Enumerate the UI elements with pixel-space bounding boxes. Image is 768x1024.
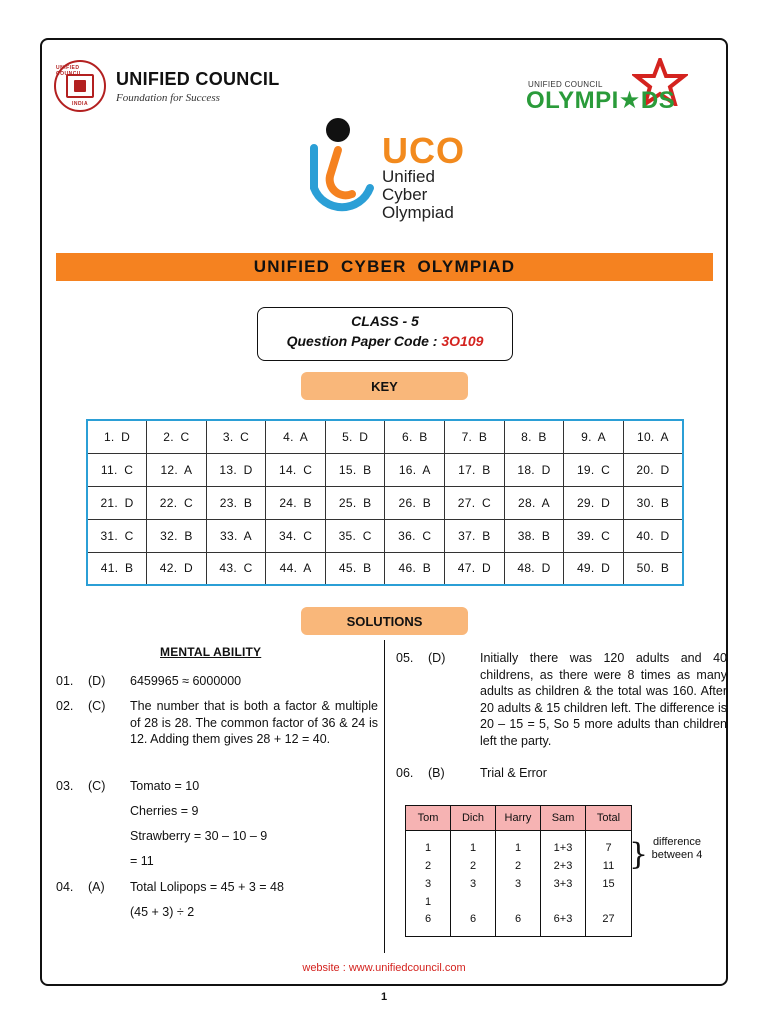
page-number: 1 — [380, 991, 388, 1003]
trial-cell: 3 — [406, 875, 451, 893]
website-link[interactable]: website : www.unifiedcouncil.com — [302, 962, 466, 974]
trial-cell: 1 — [496, 831, 541, 857]
trial-table — [405, 805, 632, 937]
key-cell: 50. B — [623, 552, 683, 585]
key-row — [87, 552, 683, 585]
trial-cell: 6 — [451, 911, 496, 937]
key-cell: 47. D — [445, 552, 505, 585]
trial-cell: 6+3 — [541, 911, 586, 937]
section-heading: MENTAL ABILITY — [160, 645, 262, 659]
trial-cell: 6 — [496, 911, 541, 937]
key-cell: 11. C — [87, 453, 147, 486]
trial-row — [406, 875, 632, 893]
trial-cell: 1 — [406, 893, 451, 911]
key-cell: 23. B — [206, 486, 266, 519]
paper-code-line — [258, 333, 512, 349]
key-cell: 38. B — [504, 519, 564, 552]
key-cell: 15. B — [325, 453, 385, 486]
uco-logo — [300, 116, 480, 236]
council-tagline: Foundation for Success — [116, 91, 220, 104]
olympiads-logo — [524, 58, 712, 114]
key-cell: 20. D — [623, 453, 683, 486]
key-cell: 39. C — [564, 519, 624, 552]
key-cell: 30. B — [623, 486, 683, 519]
trial-cell: 2 — [406, 857, 451, 875]
key-cell: 36. C — [385, 519, 445, 552]
paper-code-label: Question Paper Code : — [286, 333, 438, 349]
key-cell: 44. A — [266, 552, 326, 585]
uco-emblem-icon — [300, 116, 380, 226]
key-row — [87, 420, 683, 453]
trial-header-cell: Sam — [541, 806, 586, 831]
key-cell: 16. A — [385, 453, 445, 486]
trial-cell — [586, 893, 632, 911]
key-row — [87, 453, 683, 486]
key-heading: KEY — [301, 372, 468, 400]
olympiads-text: OLYMPI★DS — [526, 87, 676, 114]
trial-cell: 27 — [586, 911, 632, 937]
trial-header-cell: Tom — [406, 806, 451, 831]
title-banner — [56, 253, 713, 281]
banner-title: UNIFIED CYBER OLYMPIAD — [253, 257, 516, 276]
olympiads-small-text: UNIFIED COUNCIL — [528, 80, 603, 89]
key-cell: 3. C — [206, 420, 266, 453]
trial-header-cell: Harry — [496, 806, 541, 831]
key-cell: 4. A — [266, 420, 326, 453]
trial-cell: 2 — [451, 857, 496, 875]
key-cell: 25. B — [325, 486, 385, 519]
key-cell: 24. B — [266, 486, 326, 519]
key-cell: 31. C — [87, 519, 147, 552]
column-divider — [384, 640, 385, 953]
key-cell: 13. D — [206, 453, 266, 486]
key-cell: 26. B — [385, 486, 445, 519]
trial-row — [406, 857, 632, 875]
trial-row — [406, 831, 632, 857]
key-cell: 28. A — [504, 486, 564, 519]
trial-cell — [451, 893, 496, 911]
trial-row — [406, 911, 632, 937]
key-cell: 40. D — [623, 519, 683, 552]
key-cell: 1. D — [87, 420, 147, 453]
council-seal-icon — [54, 60, 106, 112]
key-cell: 49. D — [564, 552, 624, 585]
trial-cell: 2 — [496, 857, 541, 875]
trial-cell: 1 — [406, 831, 451, 857]
key-cell: 29. D — [564, 486, 624, 519]
trial-row — [406, 893, 632, 911]
key-cell: 46. B — [385, 552, 445, 585]
trial-cell: 15 — [586, 875, 632, 893]
trial-cell — [541, 893, 586, 911]
trial-header-cell: Dich — [451, 806, 496, 831]
trial-header-cell: Total — [586, 806, 632, 831]
key-cell: 12. A — [147, 453, 207, 486]
key-row — [87, 486, 683, 519]
class-label: CLASS - 5 — [351, 313, 419, 329]
key-cell: 14. C — [266, 453, 326, 486]
trial-cell: 11 — [586, 857, 632, 875]
key-cell: 2. C — [147, 420, 207, 453]
answer-key-table — [86, 419, 684, 586]
key-cell: 34. C — [266, 519, 326, 552]
key-cell: 35. C — [325, 519, 385, 552]
unified-council-logo — [54, 60, 280, 112]
seal-top-text: UNIFIED COUNCIL — [56, 65, 83, 77]
uco-subtitle: Unified Cyber Olympiad — [382, 167, 454, 222]
class-info-box — [257, 307, 513, 361]
key-row — [87, 519, 683, 552]
key-cell: 42. D — [147, 552, 207, 585]
key-cell: 6. B — [385, 420, 445, 453]
key-cell: 37. B — [445, 519, 505, 552]
key-cell: 8. B — [504, 420, 564, 453]
key-cell: 22. C — [147, 486, 207, 519]
key-cell: 32. B — [147, 519, 207, 552]
uco-title: UCO — [382, 130, 465, 171]
key-cell: 41. B — [87, 552, 147, 585]
trial-cell: 7 — [586, 831, 632, 857]
key-cell: 33. A — [206, 519, 266, 552]
brace-note: difference between 4 — [651, 836, 703, 861]
key-cell: 17. B — [445, 453, 505, 486]
trial-cell: 6 — [406, 911, 451, 937]
trial-cell: 1+3 — [541, 831, 586, 857]
key-cell: 27. C — [445, 486, 505, 519]
key-cell: 10. A — [623, 420, 683, 453]
key-cell: 5. D — [325, 420, 385, 453]
council-name: UNIFIED COUNCIL — [116, 68, 280, 89]
brace-icon: } — [629, 837, 649, 872]
key-cell: 21. D — [87, 486, 147, 519]
paper-code-value: 3O109 — [441, 333, 484, 349]
trial-cell — [496, 893, 541, 911]
trial-cell: 3 — [496, 875, 541, 893]
trial-cell: 3 — [451, 875, 496, 893]
key-cell: 45. B — [325, 552, 385, 585]
key-cell: 48. D — [504, 552, 564, 585]
trial-cell: 1 — [451, 831, 496, 857]
solutions-heading: SOLUTIONS — [301, 607, 468, 635]
key-cell: 19. C — [564, 453, 624, 486]
key-cell: 18. D — [504, 453, 564, 486]
trial-cell: 2+3 — [541, 857, 586, 875]
key-cell: 43. C — [206, 552, 266, 585]
seal-bottom-text: INDIA — [71, 101, 89, 107]
key-cell: 7. B — [445, 420, 505, 453]
key-cell: 9. A — [564, 420, 624, 453]
trial-cell: 3+3 — [541, 875, 586, 893]
